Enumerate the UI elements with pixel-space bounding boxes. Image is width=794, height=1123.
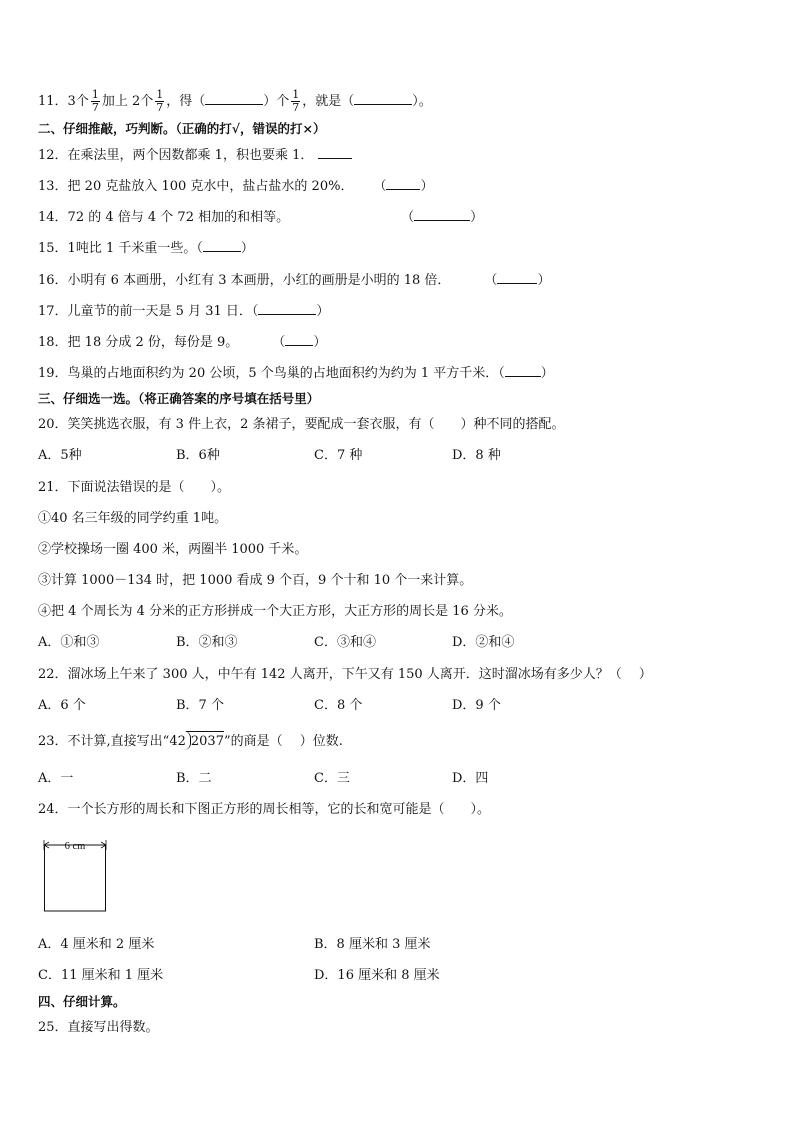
answer-blank[interactable] <box>414 208 470 221</box>
option-b[interactable]: B．二 <box>176 771 212 786</box>
option-c[interactable]: C．8 个 <box>314 698 363 713</box>
question-21: 21．下面说法错误的是（ ）。 <box>38 480 231 495</box>
question-20: 20．笑笑挑选衣服，有 3 件上衣，2 条裙子，要配成一套衣服，有（ ）种不同的搭配。 <box>38 417 565 432</box>
question-22: 22．溜冰场上午来了 300 人，中午有 142 人离开，下午又有 150 人离开．这时溜冰场有多少人？（ ） <box>38 667 652 682</box>
option-a[interactable]: A．①和③ <box>38 635 100 650</box>
section-4-heading: 四、仔细计算。 <box>38 994 126 1009</box>
divisor: 42 <box>169 734 186 749</box>
option-c[interactable]: C．7 种 <box>314 448 363 463</box>
option-b[interactable]: B．②和③ <box>176 635 238 650</box>
square-diagram <box>42 836 108 914</box>
option-a[interactable]: A．一 <box>38 771 74 786</box>
question-14: 14．72 的 4 倍与 4 个 72 相加的和相等。 （ ） <box>38 210 484 225</box>
question-13: 13．把 20 克盐放入 100 克水中，盐占盐水的 20%． （ ） <box>38 179 434 194</box>
option-c[interactable]: C．③和④ <box>314 635 376 650</box>
statement-1: ①40 名三年级的同学约重 1吨。 <box>38 511 228 526</box>
question-11: 11．3个 $\frac{1}{7}$ 加上 2个 $\frac{1}{7}$ ，得（ ）个 $\frac{1}{7}$ ，就是（ ）。 <box>38 88 432 114</box>
statement-3: ③计算 1000－134 时，把 1000 看成 9 个百，9 个十和 10 个一来计算。 <box>38 573 473 588</box>
dimension-label: 6 cm <box>64 841 86 852</box>
option-a[interactable]: A．6 个 <box>38 698 86 713</box>
question-23: 23．不计算,直接写出“42 2037”的商是（ ）位数. <box>38 733 343 751</box>
option-d[interactable]: D．②和④ <box>452 635 515 650</box>
question-18: 18．把 18 分成 2 份，每份是 9。 （ ） <box>38 335 327 350</box>
square-figure <box>42 836 108 914</box>
option-b[interactable]: B．7 个 <box>176 698 224 713</box>
question-16: 16．小明有 6 本画册，小红有 3 本画册，小红的画册是小明的 18 倍． （ ） <box>38 273 551 288</box>
option-a[interactable]: A．4 厘米和 2 厘米 <box>38 937 155 952</box>
question-25: 25．直接写出得数。 <box>38 1020 159 1035</box>
answer-blank[interactable] <box>318 146 352 159</box>
section-3-heading: 三、仔细选一选。（将正确答案的序号填在括号里） <box>38 391 320 406</box>
answer-blank[interactable] <box>285 333 313 346</box>
option-d[interactable]: D．16 厘米和 8 厘米 <box>314 968 440 983</box>
dividend: 2037 <box>190 734 224 749</box>
statement-2: ②学校操场一圈 400 米，两圈半 1000 千米。 <box>38 542 308 557</box>
answer-blank[interactable] <box>258 302 316 315</box>
option-b[interactable]: B．6种 <box>176 448 220 463</box>
question-19: 19．鸟巢的占地面积约为 20 公顷，5 个鸟巢的占地面积约为约为 1 平方千米．（ ） <box>38 366 554 381</box>
answer-blank[interactable] <box>505 364 541 377</box>
question-12: 12．在乘法里，两个因数都乘 1，积也要乘 1． <box>38 146 352 165</box>
fraction-one-seventh: $\frac{1}{7}$ <box>156 88 164 114</box>
option-b[interactable]: B．8 厘米和 3 厘米 <box>314 937 431 952</box>
answer-blank[interactable] <box>205 92 263 105</box>
long-division-symbol <box>186 733 224 751</box>
option-c[interactable]: C．三 <box>314 771 350 786</box>
option-d[interactable]: D．8 种 <box>452 448 501 463</box>
answer-blank[interactable] <box>386 177 420 190</box>
option-d[interactable]: D．9 个 <box>452 698 501 713</box>
statement-4: ④把 4 个周长为 4 分米的正方形拼成一个大正方形，大正方形的周长是 16 分米。 <box>38 604 512 619</box>
answer-blank[interactable] <box>203 239 241 252</box>
question-24: 24．一个长方形的周长和下图正方形的周长相等，它的长和宽可能是（ ）。 <box>38 802 491 817</box>
question-15: 15．1吨比 1 千米重一些。（ ） <box>38 241 254 256</box>
section-2-heading: 二、仔细推敲，巧判断。（正确的打√，错误的打×） <box>38 121 326 136</box>
fraction-one-seventh: $\frac{1}{7}$ <box>91 88 99 114</box>
option-a[interactable]: A．5种 <box>38 448 82 463</box>
answer-blank[interactable] <box>354 92 412 105</box>
option-c[interactable]: C．11 厘米和 1 厘米 <box>38 968 164 983</box>
square-shape <box>45 845 106 911</box>
answer-blank[interactable] <box>497 271 537 284</box>
question-17: 17．儿童节的前一天是 5 月 31 日．（ ） <box>38 304 330 319</box>
q11-number: 11． <box>38 94 68 109</box>
fraction-one-seventh: $\frac{1}{7}$ <box>292 88 300 114</box>
option-d[interactable]: D．四 <box>452 771 489 786</box>
